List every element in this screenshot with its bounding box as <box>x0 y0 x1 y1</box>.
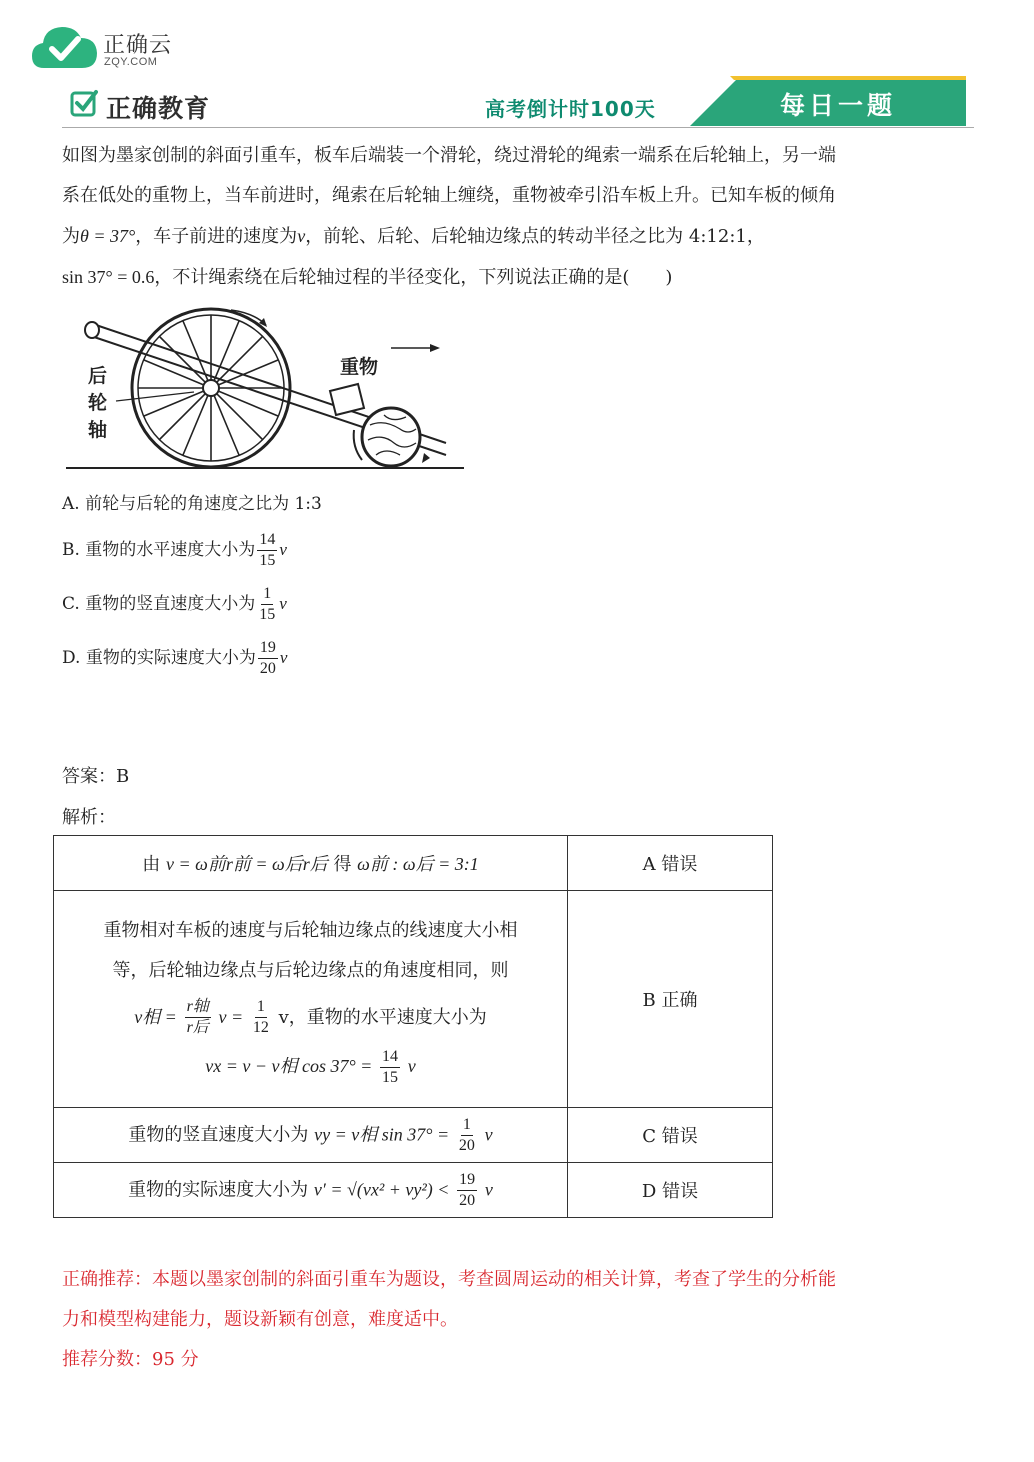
question-line: 如图为墨家创制的斜面引重车，板车后端装一个滑轮，绕过滑轮的绳索一端系在后轮轴上，另一端 <box>62 145 836 166</box>
fraction: $\frac{1}{20}$ <box>458 1115 475 1154</box>
fraction: $\frac{\text{r轴}}{\text{r后}}$ <box>186 998 209 1036</box>
verdict-cell: B 正确 <box>568 891 773 1108</box>
figure-label-axle: 后 <box>88 365 108 387</box>
figure-label-weight: 重物 <box>340 356 379 378</box>
fraction: $\frac{1}{12}$ <box>252 998 269 1036</box>
figure-label-axle: 轴 <box>88 419 108 441</box>
fraction: $\frac{19}{20}$ <box>259 639 276 677</box>
analysis-label: 解析： <box>62 807 116 828</box>
exam-countdown: 高考倒计时100天 <box>485 97 656 121</box>
checkbox-logo-icon <box>70 89 98 117</box>
verdict-cell: C 错误 <box>568 1108 773 1163</box>
option-a[interactable]: A. 前轮与后轮的角速度之比为 1:3 <box>62 494 322 514</box>
table-row <box>54 1163 773 1218</box>
table-row <box>54 836 773 891</box>
fraction: $\frac{19}{20}$ <box>459 1170 476 1209</box>
zqy-cloud-logo-icon <box>30 22 100 72</box>
option-b[interactable]: B. 重物的水平速度大小为 $\frac{14}{15}$ v <box>62 531 287 569</box>
fraction: $\frac{14}{15}$ <box>259 531 276 569</box>
recommend-score: 推荐分数：95 分 <box>62 1349 199 1370</box>
inclined-cart-figure <box>66 295 468 475</box>
analysis-table <box>53 835 773 1218</box>
question-line: 为θ = 37°，车子前进的速度为v，前轮、后轮、后轮轴边缘点的转动半径之比为 4:12:1， <box>62 226 765 247</box>
header-divider <box>62 127 974 128</box>
table-row <box>54 891 773 1108</box>
fraction: $\frac{1}{15}$ <box>259 585 276 623</box>
option-d[interactable]: D. 重物的实际速度大小为 $\frac{19}{20}$ v <box>62 639 288 677</box>
table-cell: 重物的竖直速度大小为 vy = v相 sin 37° = $\frac{1}{20}$ v <box>54 1108 568 1163</box>
fraction: $\frac{14}{15}$ <box>382 1047 399 1086</box>
table-row <box>54 1108 773 1163</box>
daily-question-label: 每日一题 <box>780 91 897 120</box>
edu-brand-title: 正确教育 <box>106 94 211 123</box>
brand-name-cn: 正确云 <box>103 33 173 58</box>
answer-line: 答案：B <box>62 766 130 787</box>
verdict-cell: D 错误 <box>568 1163 773 1218</box>
verdict-cell: A 错误 <box>568 836 773 891</box>
table-cell: 重物相对车板的速度与后轮轴边缘点的线速度大小相 等，后轮轴边缘点与后轮边缘点的角速度相同，则 v相 = $\frac{\text{r轴}}{\text{r后}}$ v = $\frac{1}{12}$ v，重物的水平速度大小为 vx = v − v相 cos 37° = $\frac{14}{15}$ v <box>54 891 568 1108</box>
recommendation-text: 正确推荐：本题以墨家创制的斜面引重车为题设，考查圆周运动的相关计算，考查了学生的分析能 力和模型构建能力，题设新颖有创意，难度适中。 推荐分数：95 分 <box>62 1260 967 1380</box>
question-line: 系在低处的重物上，当车前进时，绳索在后轮轴上缠绕，重物被牵引沿车板上升。已知车板的倾角 <box>62 185 836 206</box>
option-c[interactable]: C. 重物的竖直速度大小为 $\frac{1}{15}$ v <box>62 585 287 623</box>
question-text <box>62 136 967 298</box>
table-cell: 重物的实际速度大小为 v′ = √(vx² + vy²) < $\frac{19}{20}$ v <box>54 1163 568 1218</box>
question-line: sin 37° = 0.6，不计绳索绕在后轮轴过程的半径变化，下列说法正确的是( ) <box>62 267 673 288</box>
figure-label-axle: 轮 <box>88 392 108 414</box>
table-cell: 由 v = ω前r前 = ω后r后 得 ω前 : ω后 = 3:1 <box>54 836 568 891</box>
brand-name-en: ZQY.COM <box>104 56 158 68</box>
